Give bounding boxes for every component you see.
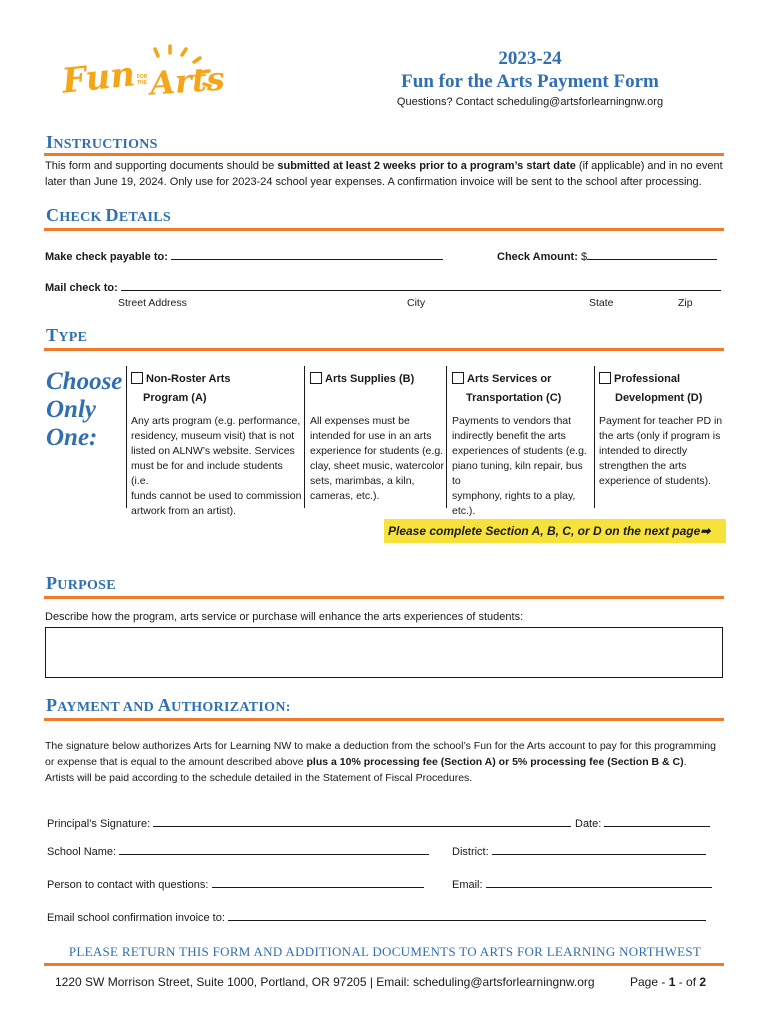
section-divider — [44, 153, 724, 156]
page-title: Fun for the Arts Payment Form — [401, 71, 659, 92]
purpose-prompt: Describe how the program, arts service or purchase will enhance the arts experiences of students: — [45, 611, 524, 623]
email-input[interactable] — [486, 878, 712, 888]
date-field: Date: — [575, 817, 710, 830]
type-option-b[interactable]: Arts Supplies (B) All expenses must be intended for use in an arts experience for students (e.g. clay, sheet music, watercolor sets, marimbas, a kiln, cameras, etc.). — [310, 373, 445, 502]
checkbox-icon[interactable] — [452, 372, 464, 384]
zip-sublabel: Zip — [678, 297, 693, 309]
instructions-text: This form and supporting documents should be submitted at least 2 weeks prior to a program’s start date (if applicable) and in no event later than June 19, 2024. Only use for 2023-24 school year expenses. A confirmation invoice will be sent to the school after processing. — [45, 160, 723, 188]
return-instructions: PLEASE RETURN THIS FORM AND ADDITIONAL DOCUMENTS TO ARTS FOR LEARNING NORTHWEST — [68, 944, 702, 959]
confirmation-email-field: Email school confirmation invoice to: — [47, 911, 706, 924]
checkbox-icon[interactable] — [599, 372, 611, 384]
footer-address: 1220 SW Morrison Street, Suite 1000, Portland, OR 97205 | Email: scheduling@artsforlearningnw.org — [55, 975, 595, 989]
column-divider — [304, 366, 305, 508]
confirmation-email-input[interactable] — [228, 911, 706, 921]
column-divider — [126, 366, 127, 508]
column-divider — [594, 366, 595, 508]
section-divider — [44, 228, 724, 231]
district-input[interactable] — [492, 845, 706, 855]
checkbox-icon[interactable] — [131, 372, 143, 384]
section-divider — [44, 596, 724, 599]
school-name-input[interactable] — [119, 845, 429, 855]
page-number: Page - 1 - of 2 — [630, 975, 707, 989]
questions-contact: Questions? Contact scheduling@artsforlearningnw.org — [396, 96, 664, 108]
signature-input[interactable] — [153, 817, 571, 827]
state-sublabel: State — [589, 297, 614, 309]
type-option-d[interactable]: Professional Development (D) Payment for teacher PD in the arts (only if program is intended to directly strengthen the arts experience of students). — [599, 373, 723, 487]
contact-person-field: Person to contact with questions: — [47, 878, 424, 891]
logo-arts-text: Arts — [148, 59, 226, 103]
type-option-c[interactable]: Arts Services or Transportation (C) Payments to vendors that indirectly benefit the arts experiences of students (e.g. piano tuning, kiln repair, bus to symphony, rights to a play, etc.). — [452, 373, 587, 517]
street-address-sublabel: Street Address — [118, 297, 187, 309]
district-field: District: — [452, 845, 706, 858]
check-payable-field: Make check payable to: — [45, 250, 443, 263]
choose-only-one-label: Choose Only One: — [46, 368, 123, 451]
city-sublabel: City — [407, 297, 426, 309]
section-heading-instructions: INSTRUCTIONS — [46, 132, 158, 152]
check-amount-input[interactable] — [587, 250, 717, 260]
mail-address-input[interactable] — [121, 281, 721, 291]
section-heading-type: TYPE — [46, 325, 88, 345]
email-field: Email: — [452, 878, 712, 891]
column-divider — [446, 366, 447, 508]
school-name-field: School Name: — [47, 845, 429, 858]
section-divider — [44, 718, 724, 721]
authorization-text: The signature below authorizes Arts for Learning NW to make a deduction from the school’s Fun for the Arts account to pay for this programming or expense that is equal to the amount described above plus a 10% processing fee (Section A) or 5% processing fee (Section B & C). Artists will be paid according to the schedule detailed in the Statement of Fiscal Procedures. — [45, 740, 716, 784]
type-option-a[interactable]: Non-Roster Arts Program (A) Any arts program (e.g. performance, residency, museum visit) that is not listed on ALNW’s website. Services must be for and include students (i.e. funds cannot be used to commission artwork from an artist). — [131, 373, 302, 517]
section-divider — [44, 348, 724, 351]
form-year: 2023-24 — [498, 48, 562, 69]
logo-forthe-text: FOR THE — [136, 74, 148, 86]
section-heading-purpose: PURPOSE — [46, 573, 116, 593]
check-payable-input[interactable] — [171, 250, 443, 260]
date-input[interactable] — [604, 817, 710, 827]
next-page-banner: Please complete Section A, B, C, or D on the next page➡ — [384, 519, 726, 543]
section-heading-payment: PAYMENT AND AUTHORIZATION: — [46, 695, 291, 715]
purpose-textarea[interactable] — [45, 627, 723, 678]
footer-divider — [44, 963, 724, 966]
arts-for-learning-logo — [58, 44, 228, 110]
check-amount-field: Check Amount: $ — [497, 250, 717, 263]
checkbox-icon[interactable] — [310, 372, 322, 384]
section-heading-check-details: CHECK DETAILS — [46, 205, 171, 225]
arrow-right-icon: ➡ — [700, 524, 711, 538]
contact-person-input[interactable] — [212, 878, 424, 888]
logo-fun-text: Fun — [60, 54, 137, 102]
principal-signature-field: Principal’s Signature: — [47, 817, 571, 830]
mail-check-field: Mail check to: — [45, 281, 721, 294]
